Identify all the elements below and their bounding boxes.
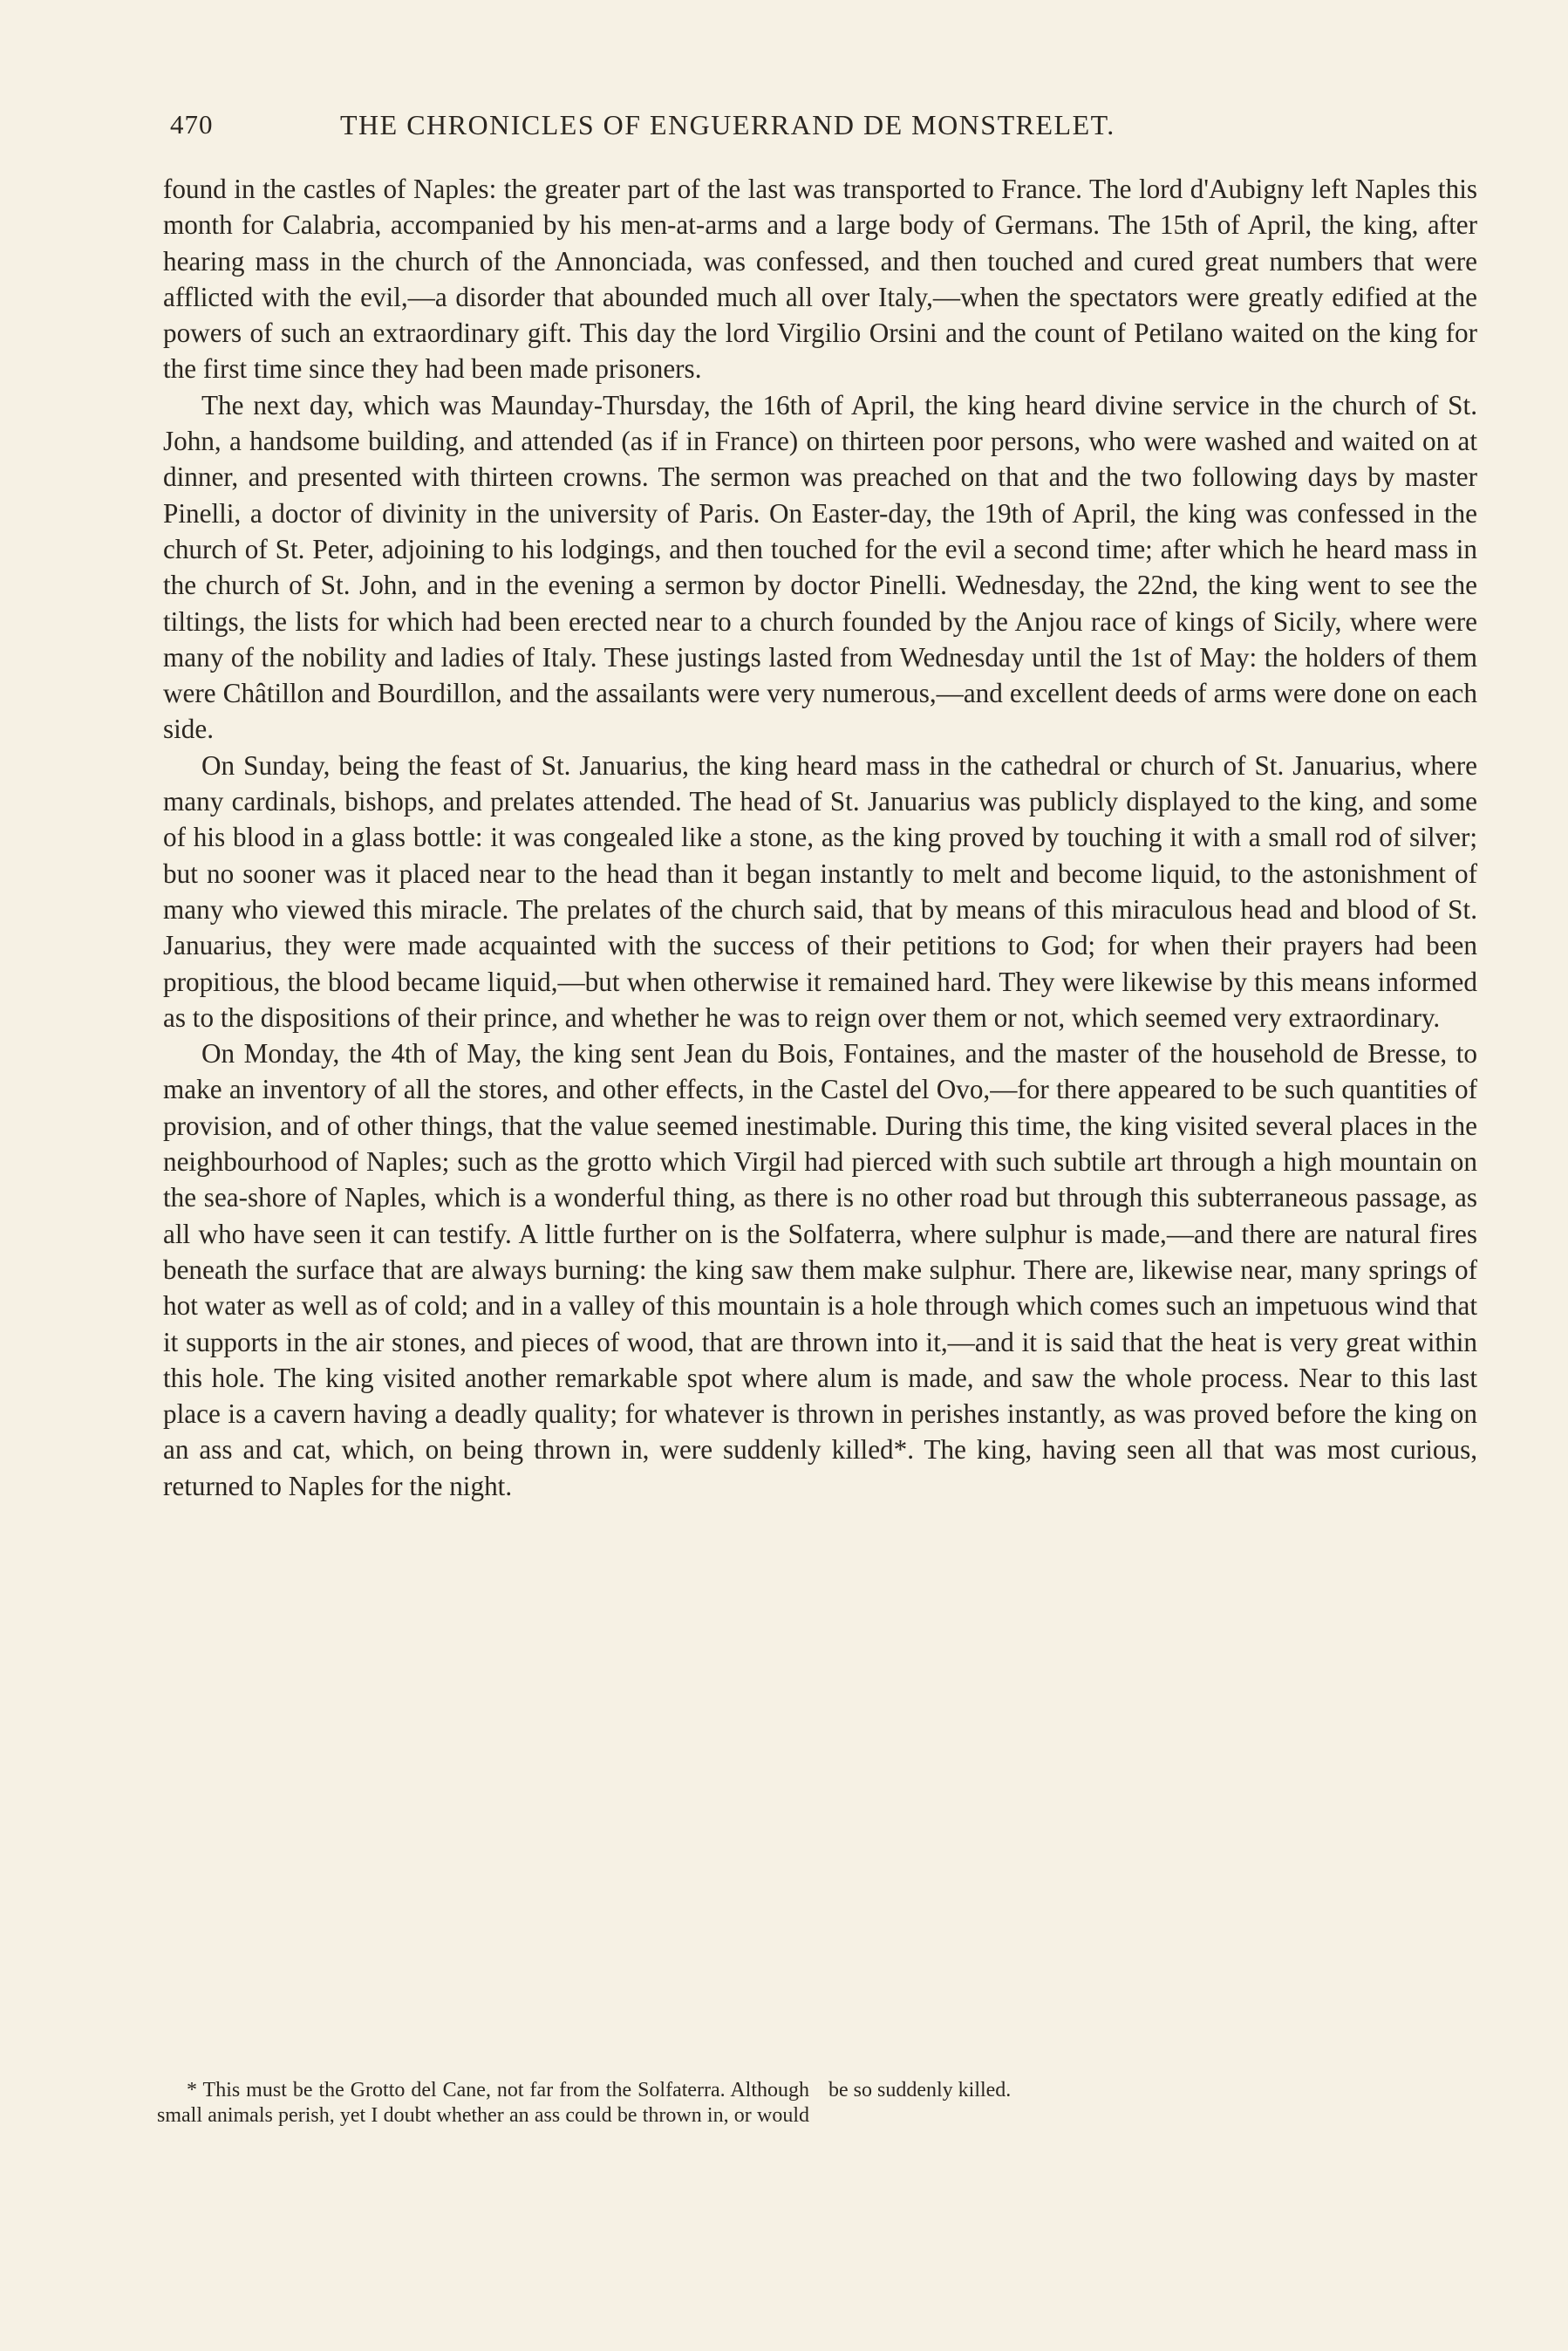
footnote-text: This must be the Grotto del Cane, not far from the Solfaterra. Although small animals perish, yet I doubt whether an ass could be thrown in, or would be so suddenly killed. [157,2079,1012,2127]
footnote [157,2078,1481,2129]
page-number: 470 [170,109,214,140]
running-title: THE CHRONICLES OF ENGUERRAND DE MONSTRELET. [340,109,1115,140]
body-text [163,171,1477,1504]
running-head [170,109,1478,147]
footnote-marker: * [187,2079,197,2102]
paragraph-4: On Monday, the 4th of May, the king sent Jean du Bois, Fontaines, and the master of the household de Bresse, to make an inventory of all the stores, and other effects, in the Castel del Ovo,—for there appeared to be such quantities of provision, and of other things, that the value seemed inestimable. During this time, the king visited several places in the neighbourhood of Naples; such as the grotto which Virgil had pierced with such subtile art through a high mountain on the sea-shore of Naples, which is a wonderful thing, as there is no other road but through this subterraneous passage, as all who have seen it can testify. A little further on is the Solfaterra, where sulphur is made,—and there are natural fires beneath the surface that are always burning: the king saw them make sulphur. There are, likewise near, many springs of hot water as well as of cold; and in a valley of this mountain is a hole through which comes such an impetuous wind that it supports in the air stones, and pieces of wood, that are thrown into it,—and it is said that the heat is very great within this hole. The king visited another remarkable spot where alum is made, and saw the whole process. Near to this last place is a cavern having a deadly quality; for whatever is thrown in perishes instantly, as was proved before the king on an ass and cat, which, on being thrown in, were suddenly killed*. The king, having seen all that was most curious, returned to Naples for the night. [163,1038,1477,1501]
paragraph-1: found in the castles of Naples: the greater part of the last was transported to France. The lord d'Aubigny left Naples this month for Calabria, accompanied by his men-at-arms and a large body of Germans. The 15th of April, the king, after hearing mass in the church of the Annonciada, was confessed, and then touched and cured great numbers that were afflicted with the evil,—a disorder that abounded much all over Italy,—when the spectators were greatly edified at the powers of such an extraordinary gift. This day the lord Virgilio Orsini and the count of Petilano waited on the king for the first time since they had been made prisoners. [163,174,1477,385]
paragraph-3: On Sunday, being the feast of St. Januarius, the king heard mass in the cathedral or church of St. Januarius, where many cardinals, bishops, and prelates attended. The head of St. Januarius was publicly displayed to the king, and some of his blood in a glass bottle: it was congealed like a stone, as the king proved by touching it with a small rod of silver; but no sooner was it placed near to the head than it began instantly to melt and become liquid, to the astonishment of many who viewed this miracle. The prelates of the church said, that by means of this miraculous head and blood of St. Januarius, they were made acquainted with the success of their petitions to God; for when their prayers had been propitious, the blood became liquid,—but when otherwise it remained hard. They were likewise by this means informed as to the dispositions of their prince, and whether he was to reign over them or not, which seemed very extraordinary. [163,749,1477,1033]
paragraph-2: The next day, which was Maunday-Thursday, the 16th of April, the king heard divine service in the church of St. John, a handsome building, and attended (as if in France) on thirteen poor persons, who were washed and waited on at dinner, and presented with thirteen crowns. The sermon was preached on that and the two following days by master Pinelli, a doctor of divinity in the university of Paris. On Easter-day, the 19th of April, the king was confessed in the church of St. Peter, adjoining to his lodgings, and then touched for the evil a second time; after which he heard mass in the church of St. John, and in the evening a sermon by doctor Pinelli. Wednesday, the 22nd, the king went to see the tiltings, the lists for which had been erected near to a church founded by the Anjou race of kings of Sicily, where were many of the nobility and ladies of Italy. These justings lasted from Wednesday until the 1st of May: the holders of them were Châtillon and Bourdillon, and the assailants were very numerous,—and excellent deeds of arms were done on each side. [163,389,1477,745]
